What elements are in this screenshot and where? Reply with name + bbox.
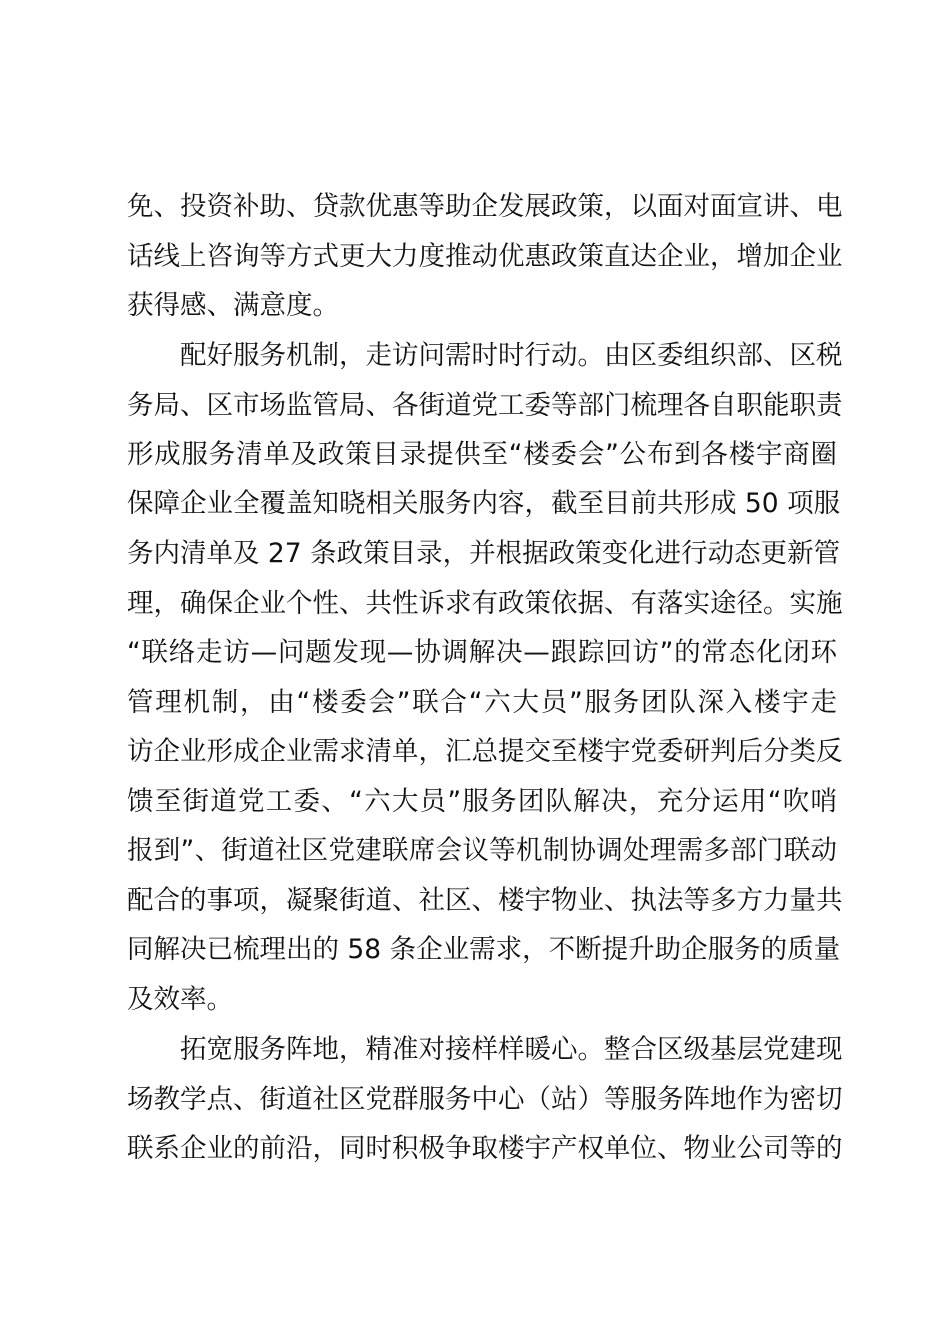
text-line: 免、投资补助、贷款优惠等助企发展政策，以面对面宣讲、电 [127, 191, 843, 222]
text-line: 同解决已梳理出的 58 条企业需求，不断提升助企服务的质量 [127, 934, 841, 965]
text-line: 保障企业全覆盖知晓相关服务内容，截至目前共形成 50 项服 [127, 488, 841, 519]
text-line: 管理机制，由“楼委会”联合“六大员”服务团队深入楼宇走 [127, 687, 837, 718]
text-line: 报到”、街道社区党建联席会议等机制协调处理需多部门联动 [127, 835, 837, 866]
text-line: 访企业形成企业需求清单，汇总提交至楼宇党委研判后分类反 [127, 736, 843, 767]
text-line: 馈至街道党工委、“六大员”服务团队解决，充分运用“吹哨 [127, 786, 837, 817]
text-line: 务内清单及 27 条政策目录，并根据政策变化进行动态更新管 [127, 538, 841, 569]
text-line: 话线上咨询等方式更大力度推动优惠政策直达企业，增加企业 [127, 241, 843, 272]
text-line: 配合的事项，凝聚街道、社区、楼宇物业、执法等多方力量共 [127, 885, 843, 916]
text-line: 获得感、满意度。 [127, 290, 339, 321]
text-line: “联络走访—问题发现—协调解决—跟踪回访”的常态化闭环 [127, 637, 837, 668]
text-line: 务局、区市场监管局、各街道党工委等部门梳理各自职能职责 [127, 390, 843, 421]
text-line: 联系企业的前沿，同时积极争取楼宇产权单位、物业公司等的 [127, 1133, 843, 1164]
text-line: 场教学点、街道社区党群服务中心（站）等服务阵地作为密切 [127, 1084, 843, 1115]
text-line: 形成服务清单及政策目录提供至“楼委会”公布到各楼宇商圈 [127, 439, 837, 470]
paragraph-lead-line: 拓宽服务阵地，精准对接样样暖心。整合区级基层党建现 [180, 1034, 843, 1065]
text-line: 及效率。 [127, 984, 233, 1015]
text-line: 理，确保企业个性、共性诉求有政策依据、有落实途径。实施 [127, 588, 843, 619]
paragraph-lead-line: 配好服务机制，走访问需时时行动。由区委组织部、区税 [180, 340, 843, 371]
